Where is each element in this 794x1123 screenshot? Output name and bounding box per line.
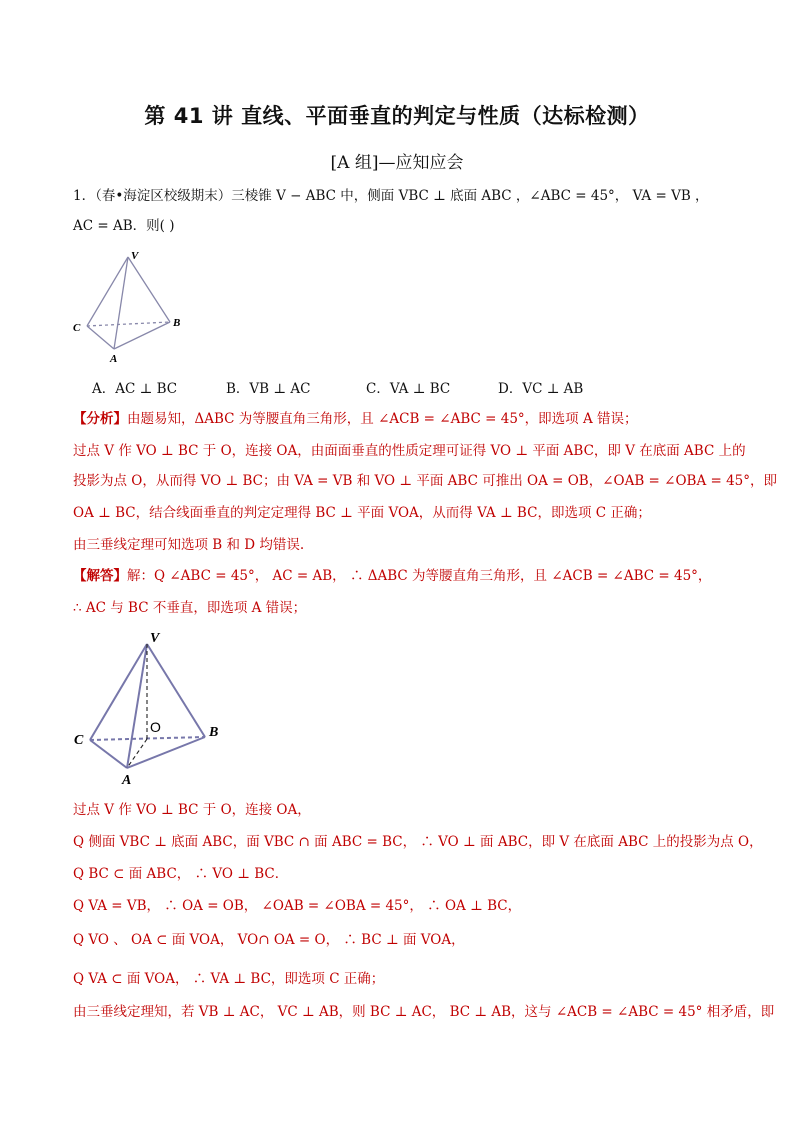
vertex-b-label: B bbox=[173, 317, 181, 329]
page-title: 第 41 讲 直线、平面垂直的判定与性质（达标检测） bbox=[144, 104, 650, 128]
vertex-v-label: V bbox=[131, 250, 139, 262]
solution-line-1: 【解答】解：Q ∠ABC = 45°， AC = AB， ∴ ΔABC 为等腰直角三角形，且 ∠ACB = ∠ABC = 45°， bbox=[73, 568, 712, 584]
solution-line-5: Q BC ⊂ 面 ABC， ∴ VO ⊥ BC． bbox=[73, 866, 289, 882]
solution-line-9: 由三垂线定理知，若 VB ⊥ AC， VC ⊥ AB，则 BC ⊥ AC， BC ⊥ AB，这与 ∠ACB = ∠ABC = 45° 相矛盾，即 bbox=[73, 1004, 775, 1020]
vertex-v-label: V bbox=[150, 631, 160, 646]
solution-line-6: Q VA = VB， ∴ OA = OB， ∠OAB = ∠OBA = 45°， ∴ OA ⊥ BC， bbox=[73, 898, 522, 914]
analysis-line-1: 【分析】由题易知，ΔABC 为等腰直角三角形，且 ∠ACB = ∠ABC = 45°，即选项 A 错误； bbox=[73, 411, 638, 427]
section-subtitle: [A 组]—应知应会 bbox=[330, 153, 464, 173]
point-o-label: O bbox=[150, 719, 161, 735]
edge-vc bbox=[87, 257, 128, 326]
tetrahedron-figure-small bbox=[70, 245, 200, 370]
question-line-1: 1．（春•海淀区校级期末）三棱锥 V − ABC 中，侧面 VBC ⊥ 底面 ABC ，∠ABC = 45°， VA = VB ， bbox=[73, 188, 709, 204]
edge-va bbox=[114, 257, 128, 349]
analysis-line-4: OA ⊥ BC，结合线面垂直的判定定理得 BC ⊥ 平面 VOA，从而得 VA ⊥ BC，即选项 C 正确； bbox=[73, 505, 651, 521]
vertex-a-label: A bbox=[122, 773, 132, 788]
option-d: D．VC ⊥ AB bbox=[498, 381, 584, 397]
vertex-a-label: A bbox=[110, 353, 118, 365]
edge-ab bbox=[127, 737, 205, 768]
solution-line-8: Q VA ⊂ 面 VOA， ∴ VA ⊥ BC，即选项 C 正确； bbox=[73, 971, 385, 987]
question-line-2: AC = AB．则( ) bbox=[73, 218, 175, 234]
edge-cb bbox=[87, 322, 170, 326]
option-a: A．AC ⊥ BC bbox=[92, 381, 178, 397]
analysis-line-3: 投影为点 O，从而得 VO ⊥ BC；由 VA = VB 和 VO ⊥ 平面 ABC 可推出 OA = OB，∠OAB = ∠OBA = 45°，即 bbox=[73, 473, 778, 489]
solution-line-7: Q VO 、 OA ⊂ 面 VOA， VO∩ OA = O， ∴ BC ⊥ 面 VOA， bbox=[73, 932, 465, 948]
option-c: C．VA ⊥ BC bbox=[366, 381, 451, 397]
solution-tag: 【解答】 bbox=[73, 568, 127, 584]
solution-line-4: Q 侧面 VBC ⊥ 底面 ABC，面 VBC ∩ 面 ABC = BC， ∴ VO ⊥ 面 ABC，即 V 在底面 ABC 上的投影为点 O， bbox=[73, 834, 763, 850]
vertex-b-label: B bbox=[209, 725, 219, 740]
edge-ab bbox=[114, 322, 170, 349]
solution-line-3: 过点 V 作 VO ⊥ BC 于 O，连接 OA， bbox=[73, 802, 311, 818]
solution-line-2: ∴ AC 与 BC 不垂直，即选项 A 错误； bbox=[73, 600, 307, 616]
analysis-line-2: 过点 V 作 VO ⊥ BC 于 O，连接 OA，由面面垂直的性质定理可证得 VO ⊥ 平面 ABC，即 V 在底面 ABC 上的 bbox=[73, 443, 746, 459]
tetrahedron-figure-large bbox=[70, 628, 240, 788]
option-b: B．VB ⊥ AC bbox=[226, 381, 311, 397]
analysis-line-5: 由三垂线定理可知选项 B 和 D 均错误. bbox=[73, 537, 305, 553]
vertex-c-label: C bbox=[73, 322, 81, 334]
vertex-c-label: C bbox=[74, 733, 84, 748]
edge-vb bbox=[128, 257, 170, 322]
edge-ca bbox=[90, 740, 127, 768]
analysis-tag: 【分析】 bbox=[73, 411, 127, 427]
edge-ca bbox=[87, 326, 114, 349]
